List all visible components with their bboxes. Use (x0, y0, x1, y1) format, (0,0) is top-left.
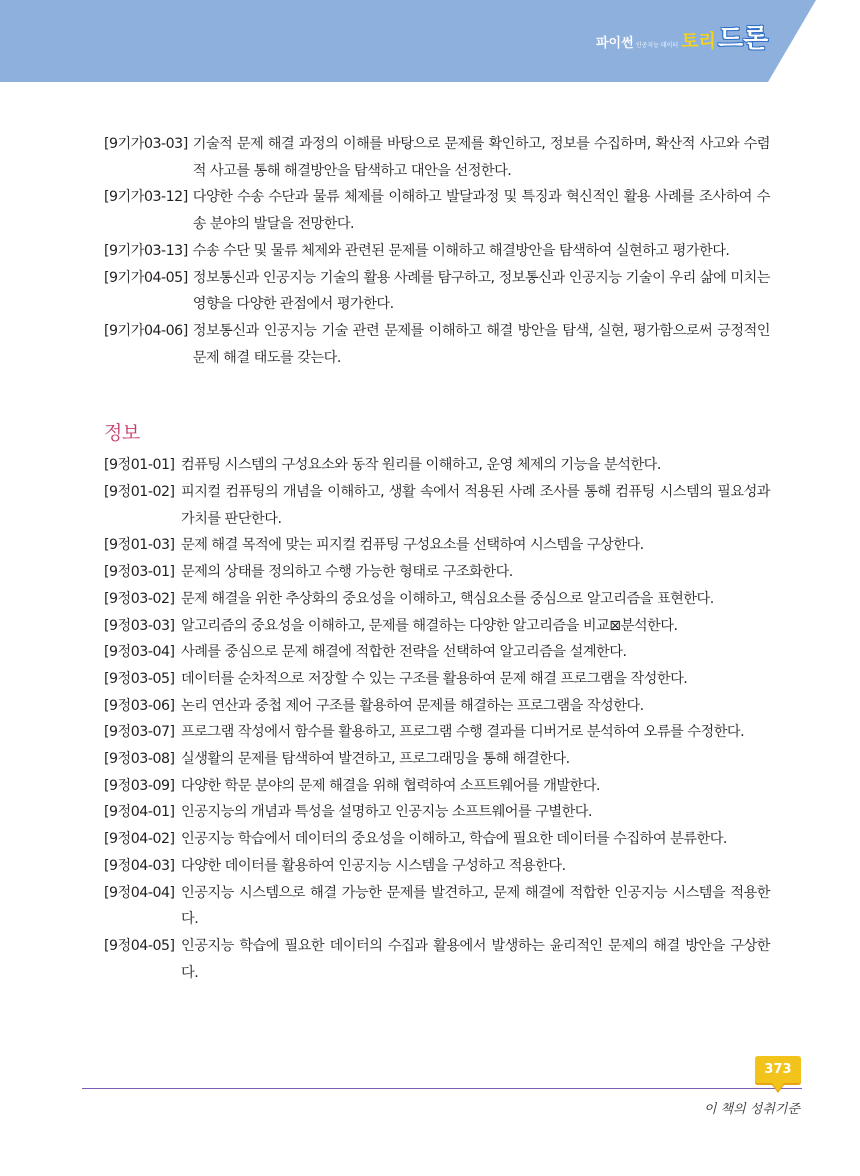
standard-code: [9정04-02] (104, 831, 175, 848)
standard-code: [9정04-01] (104, 804, 175, 821)
standard-entry (104, 719, 770, 746)
standard-code: [9정01-02] (104, 484, 175, 501)
standard-entry (104, 238, 770, 265)
standard-entry (104, 853, 770, 880)
standard-code: [9정04-04] (104, 884, 175, 901)
standard-entry (104, 613, 770, 640)
standard-entry (104, 479, 770, 532)
section-title-informatics: 정보 (104, 422, 140, 445)
standard-entry (104, 666, 770, 693)
standard-entry (104, 184, 770, 237)
standard-code: [9기가03-12] (104, 189, 188, 206)
standard-text: 실생활의 문제를 탐색하여 발견하고, 프로그래밍을 통해 해결한다. (181, 751, 570, 768)
standard-entry (104, 746, 770, 773)
standard-code: [9정03-07] (104, 724, 175, 741)
brand-tori-text: 토리 (681, 31, 716, 52)
standard-text: 수송 수단 및 물류 체제와 관련된 문제를 이해하고 해결방안을 탐색하여 실현하고 평가한다. (192, 242, 730, 259)
brand-tiny-text: 인공지능 데이터 (635, 42, 679, 49)
footer-divider (82, 1088, 802, 1089)
standard-code: [9기가03-13] (104, 242, 188, 259)
standard-text: 데이터를 순차적으로 저장할 수 있는 구조를 활용하여 문제 해결 프로그램을 작성한다. (181, 670, 688, 687)
standard-entry (104, 933, 770, 986)
standard-code: [9정03-08] (104, 751, 175, 768)
brand-drone-text: 드론 (717, 24, 769, 54)
standard-text: 인공지능 학습에 필요한 데이터의 수집과 활용에서 발생하는 윤리적인 문제의 해결 방안을 구상한다. (181, 937, 770, 981)
standard-code: [9정01-03] (104, 537, 175, 554)
standard-code: [9정03-01] (104, 564, 175, 581)
standard-code: [9정03-02] (104, 590, 175, 607)
standard-entry (104, 532, 770, 559)
standard-code: [9정04-03] (104, 857, 175, 874)
standard-entry (104, 826, 770, 853)
standard-text: 인공지능의 개념과 특성을 설명하고 인공지능 소프트웨어를 구별한다. (181, 804, 593, 821)
standard-text: 인공지능 학습에서 데이터의 중요성을 이해하고, 학습에 필요한 데이터를 수집하여 분류한다. (181, 831, 727, 848)
standard-text: 컴퓨팅 시스템의 구성요소와 동작 원리를 이해하고, 운영 체제의 기능을 분석한다. (181, 457, 661, 474)
standard-text: 알고리즘의 중요성을 이해하고, 문제를 해결하는 다양한 알고리즘을 비교⊠분석한다. (181, 617, 678, 634)
standard-code: [9기가03-03] (104, 136, 188, 152)
standard-entry (104, 799, 770, 826)
standard-text: 정보통신과 인공지능 기술의 활용 사례를 탐구하고, 정보통신과 인공지능 기술이 우리 삶에 미치는 영향을 다양한 관점에서 평가한다. (192, 269, 770, 313)
standard-text: 인공지능 시스템으로 해결 가능한 문제를 발견하고, 문제 해결에 적합한 인공지능 시스템을 적용한다. (181, 884, 770, 928)
standard-text: 문제의 상태를 정의하고 수행 가능한 형태로 구조화한다. (181, 564, 513, 581)
standard-code: [9정04-05] (104, 937, 175, 954)
standard-text: 정보통신과 인공지능 기술 관련 문제를 이해하고 해결 방안을 탐색, 실현, 평가함으로써 긍정적인 문제 해결 태도를 갖는다. (192, 322, 770, 366)
standard-entry (104, 773, 770, 800)
standard-text: 사례를 중심으로 문제 해결에 적합한 전략을 선택하여 알고리즘을 설계한다. (181, 644, 627, 661)
standard-text: 논리 연산과 중첩 제어 구조를 활용하여 문제를 해결하는 프로그램을 작성한다. (181, 697, 644, 714)
standard-code: [9정03-06] (104, 697, 175, 714)
standard-entry (104, 318, 770, 371)
standard-code: [9정03-03] (104, 617, 175, 634)
standard-entry (104, 265, 770, 318)
standards-list-informatics (104, 452, 770, 986)
page-number: 373 (764, 1062, 792, 1077)
standard-text: 다양한 데이터를 활용하여 인공지능 시스템을 구성하고 적용한다. (181, 857, 566, 874)
standard-code: [9기가04-05] (104, 269, 188, 286)
standard-code: [9정03-04] (104, 644, 175, 661)
standard-text: 피지컬 컴퓨팅의 개념을 이해하고, 생활 속에서 적용된 사례 조사를 통해 컴퓨팅 시스템의 필요성과 가치를 판단한다. (181, 484, 770, 527)
standards-list-tech (104, 131, 770, 371)
standard-entry (104, 559, 770, 586)
brand-logo (596, 18, 768, 58)
standard-code: [9기가04-06] (104, 322, 188, 339)
standard-entry (104, 693, 770, 720)
standard-entry (104, 452, 770, 479)
standard-code: [9정03-09] (104, 777, 175, 794)
standard-text: 프로그램 작성에서 함수를 활용하고, 프로그램 수행 결과를 디버거로 분석하여 오류를 수정한다. (181, 724, 745, 741)
running-footer-text: 이 책의 성취기준 (703, 1102, 800, 1117)
standard-entry (104, 586, 770, 613)
standard-text: 기술적 문제 해결 과정의 이해를 바탕으로 문제를 확인하고, 정보를 수집하며, 확산적 사고와 수렴적 사고를 통해 해결방안을 탐색하고 대안을 선정한다. (192, 136, 770, 179)
standard-entry (104, 880, 770, 933)
standard-code: [9정03-05] (104, 670, 175, 687)
standard-entry (104, 131, 770, 184)
standard-text: 문제 해결 목적에 맞는 피지컬 컴퓨팅 구성요소를 선택하여 시스템을 구상한다. (181, 537, 644, 554)
standard-code: [9정01-01] (104, 457, 175, 474)
brand-small-text: 파이썬 (596, 36, 634, 51)
standard-text: 문제 해결을 위한 추상화의 중요성을 이해하고, 핵심요소를 중심으로 알고리즘을 표현한다. (181, 590, 714, 607)
standard-text: 다양한 학문 분야의 문제 해결을 위해 협력하여 소프트웨어를 개발한다. (181, 777, 601, 794)
standard-entry (104, 639, 770, 666)
standard-text: 다양한 수송 수단과 물류 체제를 이해하고 발달과정 및 특징과 혁신적인 활용 사례를 조사하여 수송 분야의 발달을 전망한다. (192, 189, 770, 233)
main-content (104, 131, 770, 986)
